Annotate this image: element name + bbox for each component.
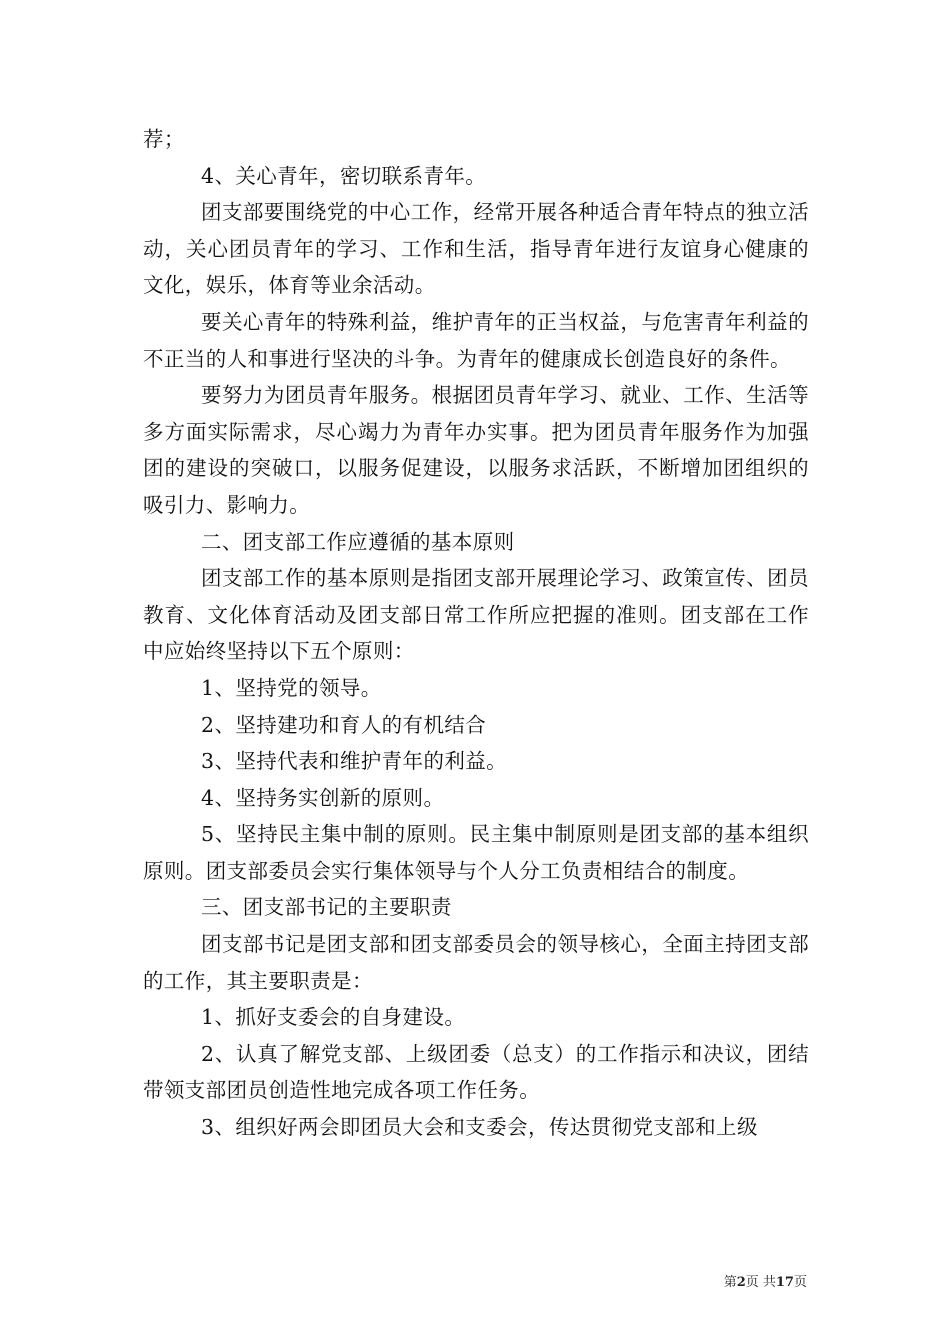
document-body [143,121,809,1146]
footer-prefix: 第 [723,1275,737,1290]
page-number-indicator [724,1275,807,1291]
paragraph: 荐； [143,127,185,151]
list-item: 3、组织好两会即团员大会和支委会，传达贯彻党支部和上级 [201,1115,758,1140]
list-item: 1、抓好支委会的自身建设。 [201,1005,466,1030]
paragraph: 团支部要围绕党的中心工作，经常开展各种适合青年特点的独立活动，关心团员青年的学习、工作和生活，指导青年进行友谊身心健康的文化，娱乐，体育等业余活动。 [143,200,809,298]
paragraph: 团支部工作的基本原则是指团支部开展理论学习、政策宣传、团员教育、文化体育活动及团支部日常工作所应把握的准则。团支部在工作中应始终坚持以下五个原则： [143,566,809,664]
footer-middle: 页 共 [745,1275,776,1290]
list-item: 2、坚持建功和育人的有机结合 [201,712,487,737]
paragraph: 要努力为团员青年服务。根据团员青年学习、就业、工作、生活等多方面实际需求，尽心竭力为青年办实事。把为团员青年服务作为加强团的建设的突破口，以服务促建设，以服务求活跃，不断增加团组织的吸引力、影响力。 [143,383,809,517]
list-item: 3、坚持代表和维护青年的利益。 [201,749,508,774]
list-item: 4、关心青年，密切联系青年。 [201,163,487,188]
footer-suffix: 页 [793,1275,807,1290]
current-page-number: 2 [736,1275,746,1290]
list-item: 2、认真了解党支部、上级团委（总支）的工作指示和决议，团结带领支部团员创造性地完成各项工作任务。 [143,1041,809,1103]
paragraph: 团支部书记是团支部和团支部委员会的领导核心，全面主持团支部的工作，其主要职责是： [143,932,809,993]
list-item: 1、坚持党的领导。 [201,675,382,700]
list-item: 4、坚持务实创新的原则。 [201,785,445,810]
list-item: 5、坚持民主集中制的原则。民主集中制原则是团支部的基本组织原则。团支部委员会实行集体领导与个人分工负责相结合的制度。 [143,822,809,883]
section-heading: 三、团支部书记的主要职责 [201,895,452,920]
section-heading: 二、团支部工作应遵循的基本原则 [201,529,515,554]
total-pages-number: 17 [775,1275,794,1290]
paragraph: 要关心青年的特殊利益，维护青年的正当权益，与危害青年利益的不正当的人和事进行坚决的斗争。为青年的健康成长创造良好的条件。 [143,309,809,371]
